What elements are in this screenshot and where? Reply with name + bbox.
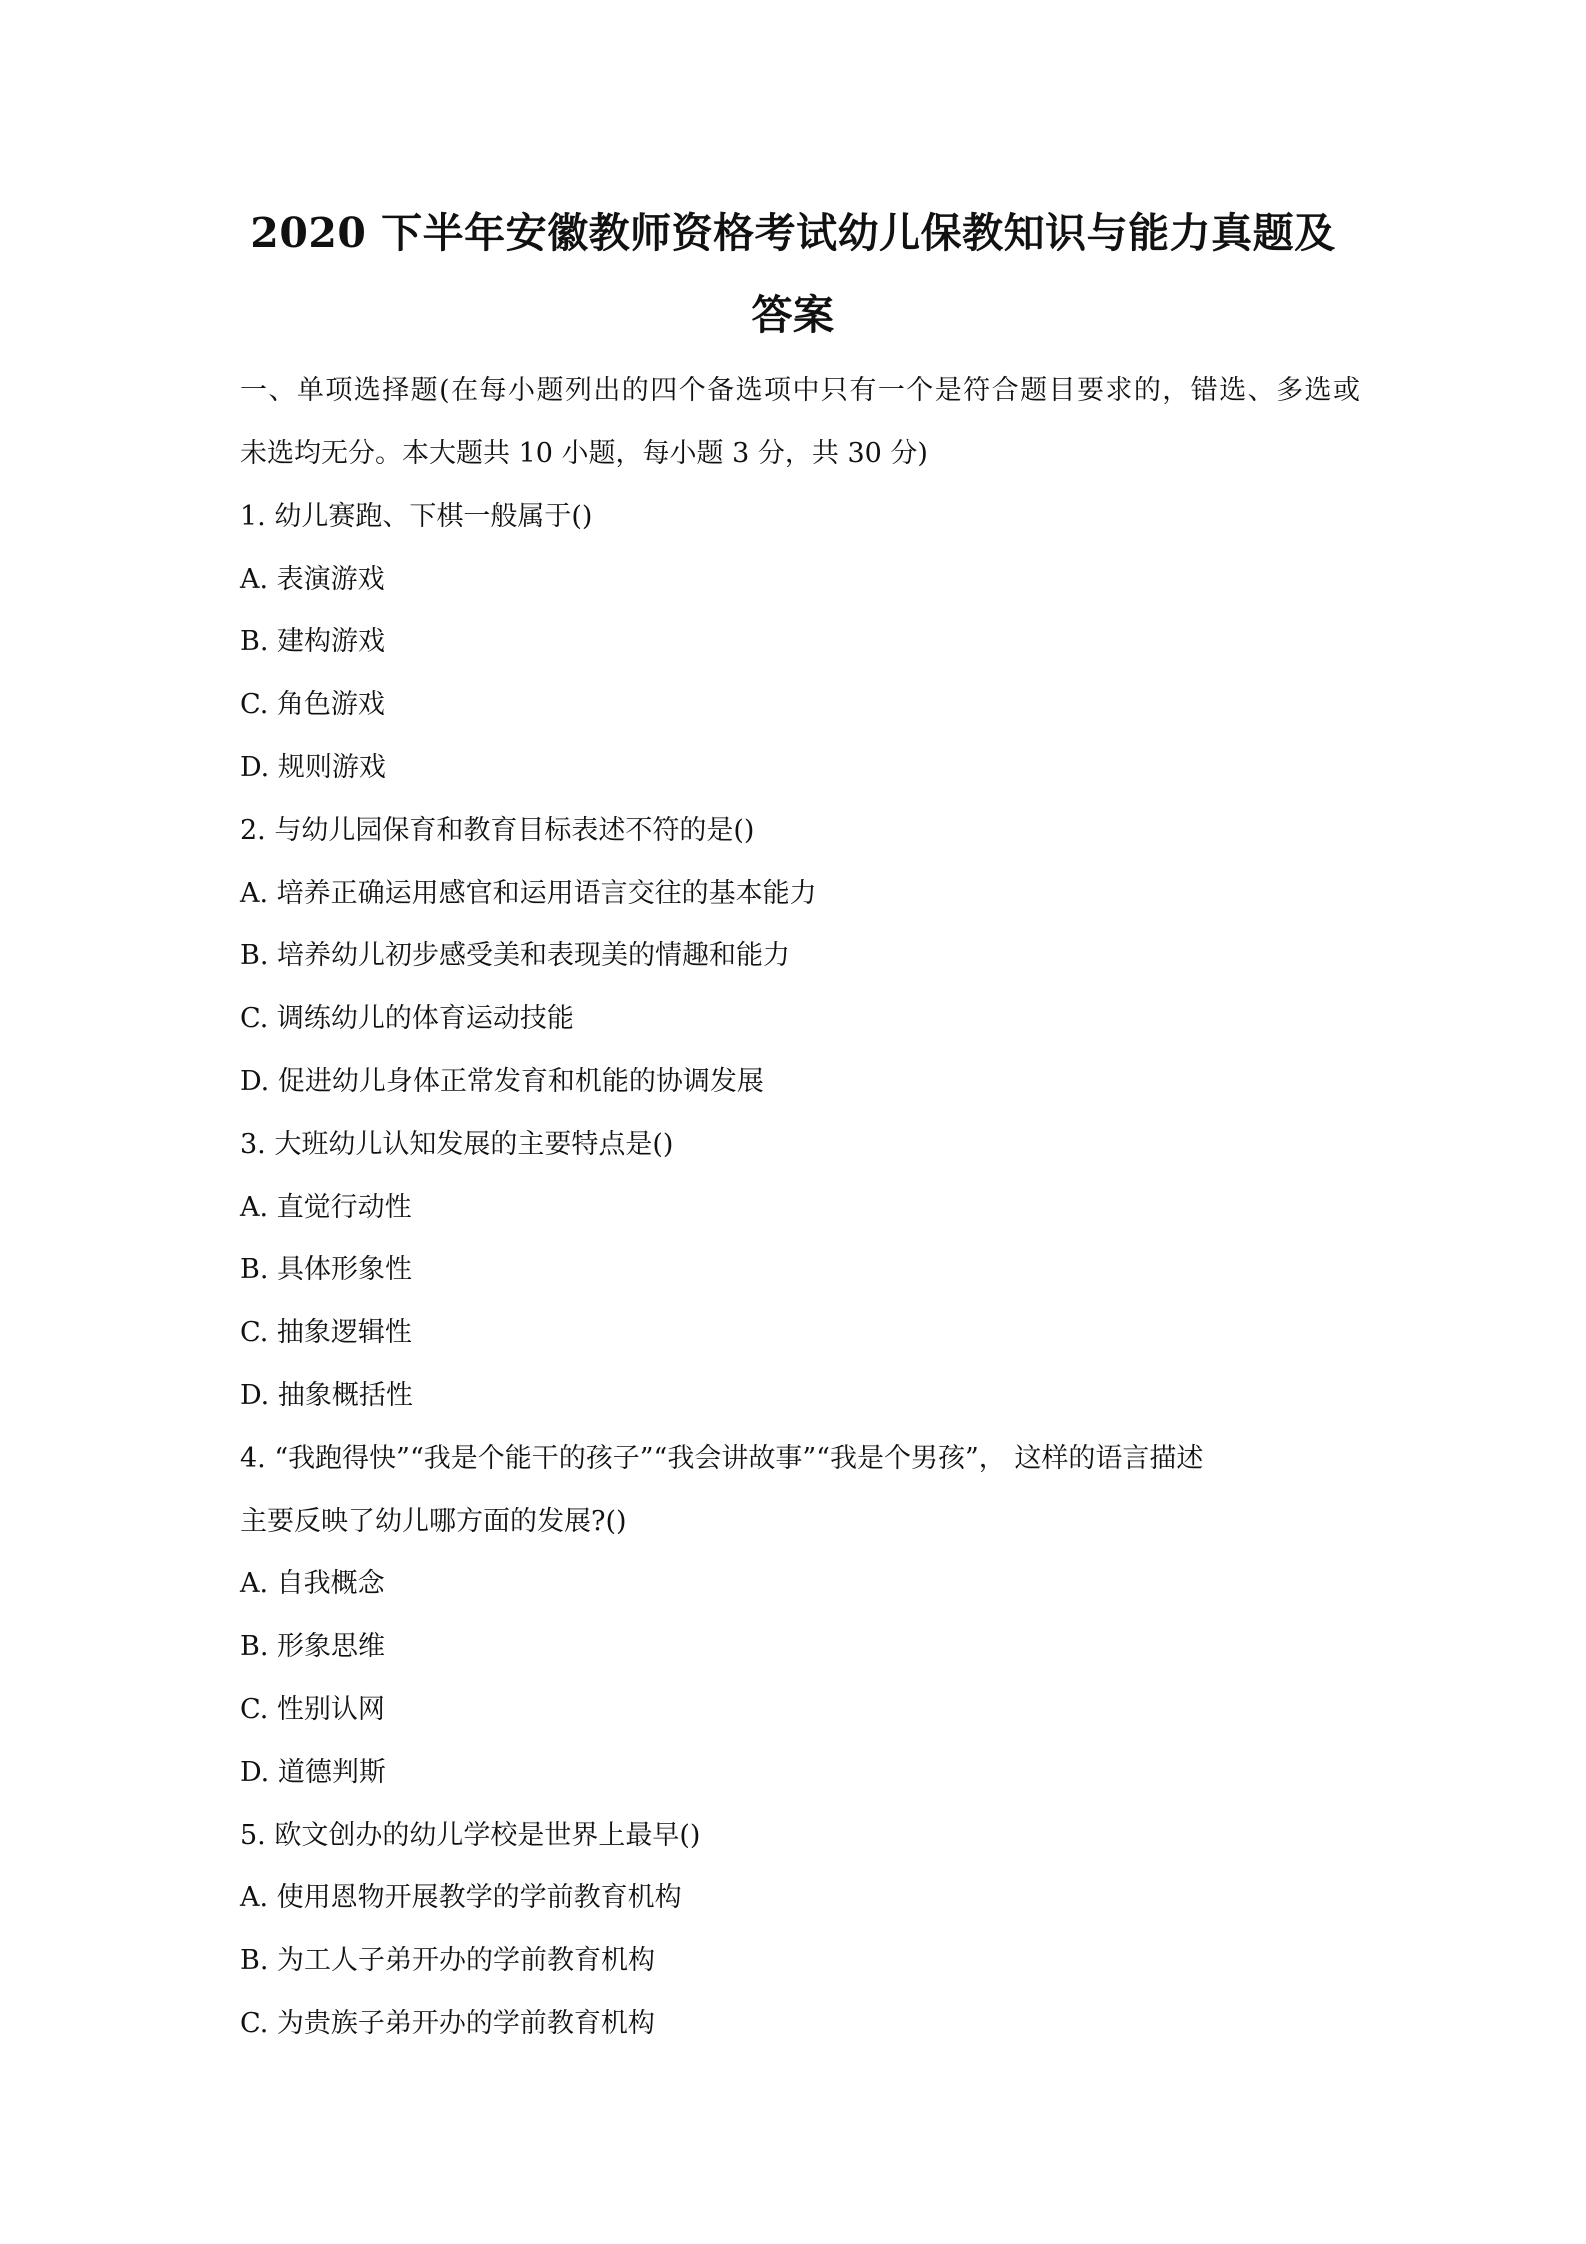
question-3-option-b: B. 具体形象性: [240, 1254, 413, 1285]
question-2-option-c: C. 调练幼儿的体育运动技能: [240, 1003, 574, 1034]
question-5-stem: 5. 欧文创办的幼儿学校是世界上最早(): [240, 1820, 701, 1851]
question-2-option-a: A. 培养正确运用感官和运用语言交往的基本能力: [240, 878, 817, 909]
question-3-option-d: D. 抽象概括性: [240, 1380, 413, 1411]
question-4-option-c: C. 性别认网: [240, 1694, 385, 1725]
document-title-line-2: 答案: [751, 291, 835, 339]
question-1-option-b: B. 建构游戏: [240, 626, 386, 657]
section-heading-line-1: 一、单项选择题(在每小题列出的四个备选项中只有一个是符合题目要求的，错选、多选或: [240, 375, 1360, 406]
question-4-option-b: B. 形象思维: [240, 1631, 386, 1662]
question-1-option-d: D. 规则游戏: [240, 752, 386, 783]
question-5-option-a: A. 使用恩物开展教学的学前教育机构: [240, 1882, 682, 1913]
question-1-option-a: A. 表演游戏: [240, 564, 385, 595]
question-4-option-d: D. 道德判斯: [240, 1757, 386, 1788]
question-4-option-a: A. 自我概念: [240, 1568, 385, 1599]
question-4-stem-line-2: 主要反映了幼儿哪方面的发展?(): [240, 1506, 627, 1537]
question-2-option-d: D. 促进幼儿身体正常发育和机能的协调发展: [240, 1066, 764, 1097]
document-title-line-1: 2020 下半年安徽教师资格考试幼儿保教知识与能力真题及: [250, 209, 1336, 257]
question-2-stem: 2. 与幼儿园保育和教育目标表述不符的是(): [240, 815, 755, 846]
question-1-option-c: C. 角色游戏: [240, 689, 385, 720]
question-5-option-c: C. 为贵族子弟开办的学前教育机构: [240, 2008, 655, 2039]
question-3-stem: 3. 大班幼儿认知发展的主要特点是(): [240, 1129, 674, 1160]
question-2-option-b: B. 培养幼儿初步感受美和表现美的情趣和能力: [240, 940, 791, 971]
question-3-option-a: A. 直觉行动性: [240, 1192, 412, 1223]
question-3-option-c: C. 抽象逻辑性: [240, 1317, 412, 1348]
question-1-stem: 1. 幼儿赛跑、下棋一般属于(): [240, 501, 593, 532]
question-4-stem-line-1: 4. “我跑得快”“我是个能干的孩子”“我会讲故事”“我是个男孩”， 这样的语言描述: [240, 1443, 1204, 1474]
question-5-option-b: B. 为工人子弟开办的学前教育机构: [240, 1945, 656, 1976]
section-heading-line-2: 未选均无分。本大题共 10 小题，每小题 3 分，共 30 分): [240, 438, 928, 469]
